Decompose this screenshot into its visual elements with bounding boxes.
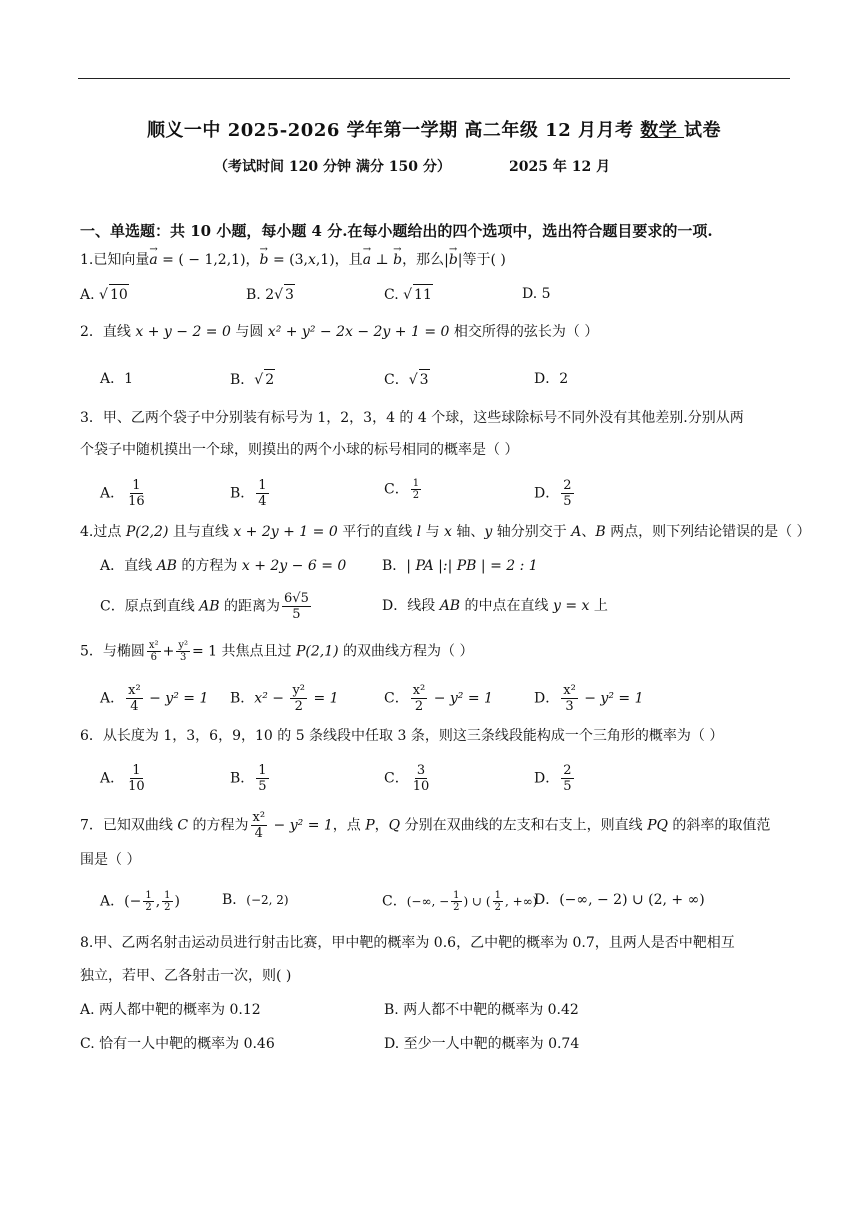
q3-option-a: A． $\frac{1}{16}$	[100, 478, 145, 509]
q3-option-b: B． $\frac{1}{4}$	[230, 478, 267, 509]
question-3-line-2: 个袋子中随机摸出一个球，则摸出的两个小球的标号相同的概率是（ ）	[80, 442, 519, 458]
q7-option-a: A．(− $\frac{1}{2}$ , $\frac{1}{2}$ )	[100, 890, 180, 913]
subject-underlined: 数学	[640, 120, 685, 141]
q2-option-d: D．2	[534, 371, 569, 387]
q6-option-c: C． $\frac{3}{10}$	[384, 763, 430, 794]
q5-option-a: A． $\frac{\text{x²}}{4}$ − y² = 1	[100, 683, 209, 714]
exam-subtitle: （考试时间 120 分钟 满分 150 分） 2025 年 12 月	[214, 156, 451, 176]
q7-option-b: B．(−2, 2)	[222, 892, 289, 908]
q2-option-b: B．√ 2	[230, 369, 275, 390]
header-rule	[78, 78, 790, 79]
q4-option-c: C．原点到直线 AB 的距离为 $\frac{6√5}{5}$	[100, 591, 309, 622]
q2-option-a: A．1	[100, 371, 134, 387]
question-1: 1.已知向量→ a = ( − 1,2,1)，→ b = (3,x,1)，且→ a ⊥ → b，那么|→ b|等于( )	[80, 250, 506, 270]
q4-option-b: B．| PA |:| PB | = 2 : 1	[382, 558, 538, 574]
q5-option-b: B．x² − $\frac{\text{y²}}{2}$ = 1	[230, 683, 339, 714]
question-2: 2．直线 x + y − 2 = 0 与圆 x² + y² − 2x − 2y + 1 = 0 相交所得的弦长为（ ）	[80, 324, 599, 340]
q2-option-c: C．√ 3	[384, 369, 430, 390]
q8-option-d: D. 至少一人中靶的概率为 0.74	[384, 1036, 580, 1052]
q4-option-a: A．直线 AB 的方程为 x + 2y − 6 = 0	[100, 558, 347, 574]
q1-option-a: A. √ 10	[80, 284, 129, 305]
q1-option-b: B. 2√ 3	[246, 284, 295, 305]
q5-option-c: C． $\frac{\text{x²}}{2}$ − y² = 1	[384, 683, 493, 714]
q3-option-d: D． $\frac{2}{5}$	[534, 478, 572, 509]
exam-date: 2025 年 12 月	[509, 159, 611, 175]
q7-option-c: C．(−∞, − $\frac{1}{2}$ ) ∪ ( $\frac{1}{2}$ , +∞)	[382, 890, 538, 913]
q6-option-a: A． $\frac{1}{10}$	[100, 763, 145, 794]
q4-option-d: D．线段 AB 的中点在直线 y = x 上	[382, 598, 608, 614]
exam-title: 顺义一中 2025-2026 学年第一学期 高二年级 12 月月考 数学 试卷	[146, 120, 722, 141]
question-5: 5．与椭圆 $\frac{\text{x²}}{6}$ + $\frac{\text{y²}}{3}$ = 1 共焦点且过 P(2,1) 的双曲线方程为（ ）	[80, 640, 474, 663]
q1-option-d: D. 5	[522, 286, 551, 302]
question-6: 6．从长度为 1，3，6，9，10 的 5 条线段中任取 3 条，则这三条线段能构成一个三角形的概率为（ ）	[80, 728, 724, 744]
question-3-line-1: 3．甲、乙两个袋子中分别装有标号为 1，2，3，4 的 4 个球，这些球除标号不同外没有其他差别.分别从两	[80, 410, 744, 426]
q8-option-b: B. 两人都不中靶的概率为 0.42	[384, 1002, 579, 1018]
q5-option-d: D． $\frac{\text{x²}}{3}$ − y² = 1	[534, 683, 644, 714]
question-7-line-1: 7．已知双曲线 C 的方程为 $\frac{\text{x²}}{4}$ − y² = 1，点 P，Q 分别在双曲线的左支和右支上，则直线 PQ 的斜率的取值范	[80, 810, 771, 841]
question-7-line-2: 围是（ ）	[80, 852, 141, 868]
q8-option-c: C. 恰有一人中靶的概率为 0.46	[80, 1036, 275, 1052]
q6-option-b: B． $\frac{1}{5}$	[230, 763, 267, 794]
q6-option-d: D． $\frac{2}{5}$	[534, 763, 572, 794]
q8-option-a: A. 两人都中靶的概率为 0.12	[80, 1002, 261, 1018]
question-8-line-2: 独立，若甲、乙各射击一次，则( )	[80, 968, 292, 984]
q1-option-c: C. √ 11	[384, 284, 433, 305]
q3-option-c: C． $\frac{1}{2}$	[384, 478, 420, 501]
question-4: 4.过点 P(2,2) 且与直线 x + 2y + 1 = 0 平行的直线 l 与 x 轴、y 轴分别交于 A、B 两点，则下列结论错误的是（ ）	[80, 524, 811, 540]
section-heading: 一、单选题：共 10 小题，每小题 4 分.在每小题给出的四个选项中，选出符合题目要求的一项.	[80, 222, 713, 240]
question-8-line-1: 8.甲、乙两名射击运动员进行射击比赛，甲中靶的概率为 0.6，乙中靶的概率为 0.7，且两人是否中靶相互	[80, 935, 735, 951]
q7-option-d: D．(−∞, − 2) ∪ (2, + ∞)	[534, 892, 705, 908]
